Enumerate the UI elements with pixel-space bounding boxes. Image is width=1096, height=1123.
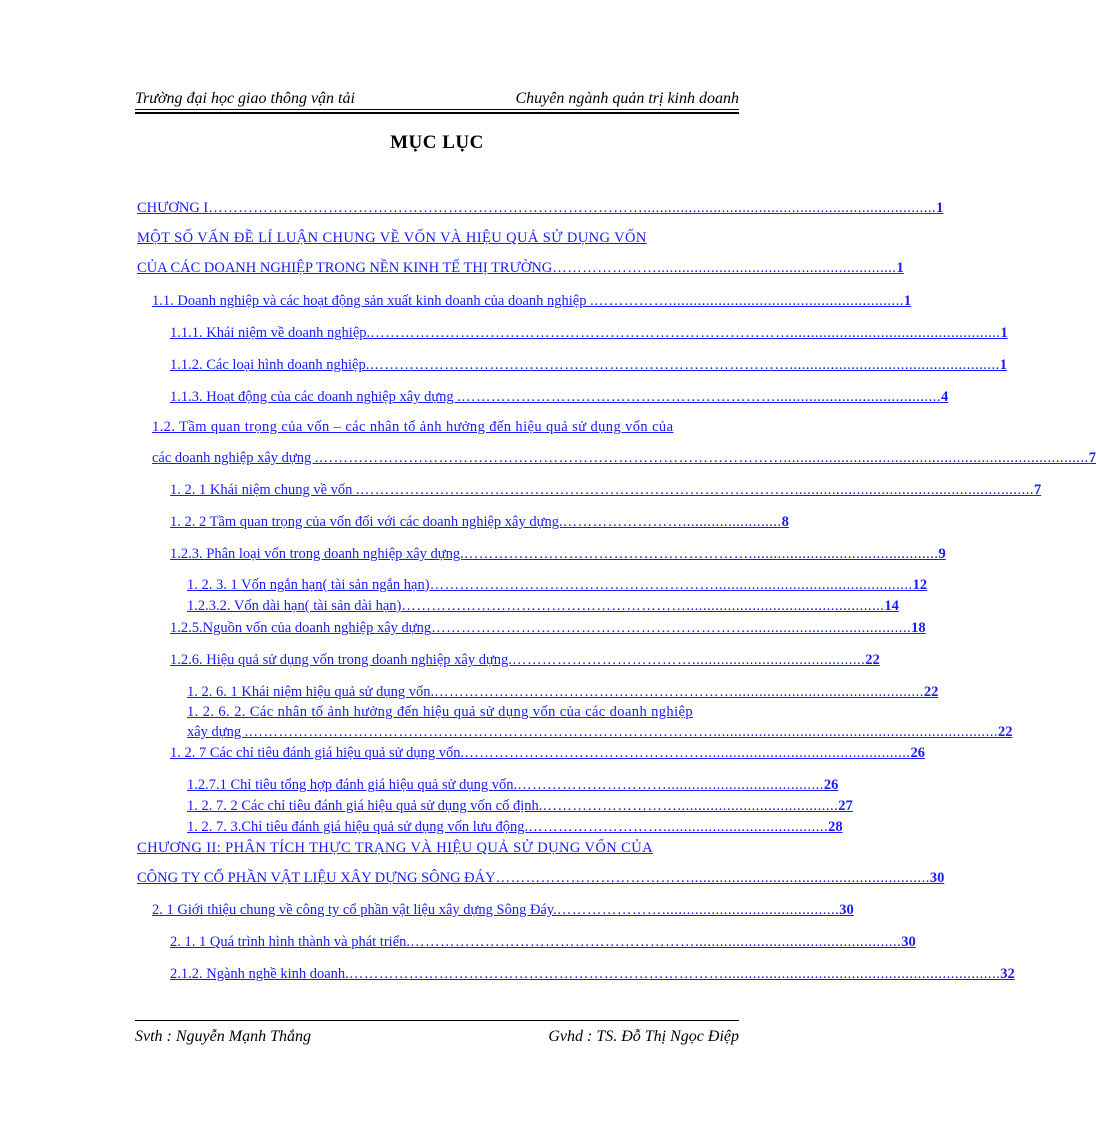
footer-advisor: Gvhd : TS. Đỗ Thị Ngọc Điệp [548, 1028, 739, 1045]
toc-entry[interactable]: CỦA CÁC DOANH NGHIỆP TRONG NỀN KINH TẾ THỊ TRƯỜNG ………………….......................................................... 1 [137, 260, 904, 276]
toc-entry[interactable]: 1.1.3. Hoạt động của các doanh nghiệp xây dựng . ………………………………………………………........................................ 4 [170, 389, 949, 405]
toc-entry[interactable]: 1.1.2. Các loại hình doanh nghiệp. …………………………………………………………………………................................................... 1 [170, 357, 1007, 373]
header-rule-thick [135, 112, 739, 114]
toc-entry[interactable]: 2.1.2. Ngành nghề kinh doanh. …………………………………………………………………................................................................... 32 [170, 966, 1015, 982]
toc-entry[interactable]: 1. 2. 6. 1 Khái niệm hiệu quả sử dụng vốn. …………………………………………………….............................................. 22 [187, 684, 939, 700]
page-title: MỤC LỤC [390, 132, 484, 153]
toc-entry[interactable]: 2. 1 Giới thiệu chung về công ty cổ phần vật liệu xây dựng Sông Đáy. …………………........................................... 30 [152, 902, 854, 918]
toc-entry[interactable]: các doanh nghiệp xây dựng . ………………………………………………………………………………….......................................................................... 7 [152, 450, 1096, 466]
toc-entry[interactable]: 1. 2. 6. 2. Các nhân tố ảnh hưởng đến hiệu quả sử dụng vốn của các doanh nghiệp [187, 704, 693, 720]
toc-entry[interactable]: 1.2. Tầm quan trọng của vốn – các nhân tố ảnh hưởng đến hiệu quả sử dụng vốn của [152, 419, 674, 435]
toc-entry[interactable]: 1. 2. 1 Khái niệm chung về vốn . …………………………………………………………………………….......................................................... 7 [170, 482, 1042, 498]
toc-entry[interactable]: 1.2.6. Hiệu quả sử dụng vốn trong doanh nghiệp xây dựng. ……………………………….......................................... 22 [170, 652, 880, 668]
header-rule-thin [135, 109, 739, 110]
page-footer [135, 1028, 739, 1050]
toc-entry[interactable]: xây dựng . …………………………………………………………………………………..................................................................... 22 [187, 724, 1013, 740]
toc-entry[interactable]: 1. 2. 7. 3.Chỉ tiêu đánh giá hiệu quả sử dụng vốn lưu động. ………………………........................................ 28 [187, 819, 843, 835]
toc-entry[interactable]: CHƯƠNG I ……………………………………………………………………………....................................................................... 1 [137, 200, 944, 216]
footer-rule [135, 1020, 739, 1021]
toc-entry[interactable]: 1.1. Doanh nghiệp và các hoạt động sản xuất kinh doanh của doanh nghiệp . ……………......................................................... 1 [152, 293, 912, 309]
toc-entry[interactable]: CHƯƠNG II: PHÂN TÍCH THỰC TRẠNG VÀ HIỆU QUẢ SỬ DỤNG VỐN CỦA [137, 840, 653, 856]
page-header [135, 86, 739, 110]
toc-entry[interactable]: 1.2.5.Nguồn vốn của doanh nghiệp xây dựng ………………………………………………………........................................ 18 [170, 620, 926, 636]
header-school: Trường đại học giao thông vận tải [135, 90, 355, 107]
toc-entry[interactable]: CÔNG TY CỔ PHẦN VẬT LIỆU XÂY DỰNG SÔNG ĐÁY ………………………………….......................................................... 30 [137, 870, 945, 886]
toc-entry[interactable]: 1.1.1. Khái niệm về doanh nghiệp. …………………………………………………………………………................................................... 1 [170, 325, 1008, 341]
toc-entry[interactable]: MỘT SỐ VẤN ĐỀ LÍ LUẬN CHUNG VỀ VỐN VÀ HIỆU QUẢ SỬ DỤNG VỐN [137, 230, 647, 246]
toc-entry[interactable]: 1.2.3.2. Vốn dài hạn( tài sản dài hạn) …………………………………………………................................................ 14 [187, 598, 899, 614]
footer-student: Svth : Nguyễn Mạnh Thắng [135, 1028, 311, 1045]
toc-entry[interactable]: 1. 2. 2 Tầm quan trọng của vốn đối với các doanh nghiệp xây dựng. ……………………........................ 8 [170, 514, 789, 530]
toc-entry[interactable]: 2. 1. 1 Quá trình hình thành và phát triển. ………………………………………………….................................................. 30 [170, 934, 916, 950]
toc-entry[interactable]: 1. 2. 7 Các chỉ tiêu đánh giá hiệu quả sử dụng vốn. ………………………………………….................................................. 26 [170, 745, 925, 761]
toc-entry[interactable]: 1.2.7.1 Chỉ tiêu tổng hợp đánh giá hiệu quả sử dụng vốn. …………………………...................................... 26 [187, 777, 839, 793]
toc-entry[interactable]: 1. 2. 3. 1 Vốn ngắn hạn( tài sản ngắn hạn) …………………………………………………................................................ 12 [187, 577, 928, 593]
header-major: Chuyên ngành quản trị kinh doanh [515, 90, 739, 107]
toc-entry[interactable]: 1.2.3. Phân loại vốn trong doanh nghiệp xây dựng. ………………………………………………….............................................. 9 [170, 546, 946, 562]
toc-entry[interactable]: 1. 2. 7. 2 Các chỉ tiêu đánh giá hiệu quả sử dụng vốn cố định. ………………………....................................... 27 [187, 798, 853, 814]
